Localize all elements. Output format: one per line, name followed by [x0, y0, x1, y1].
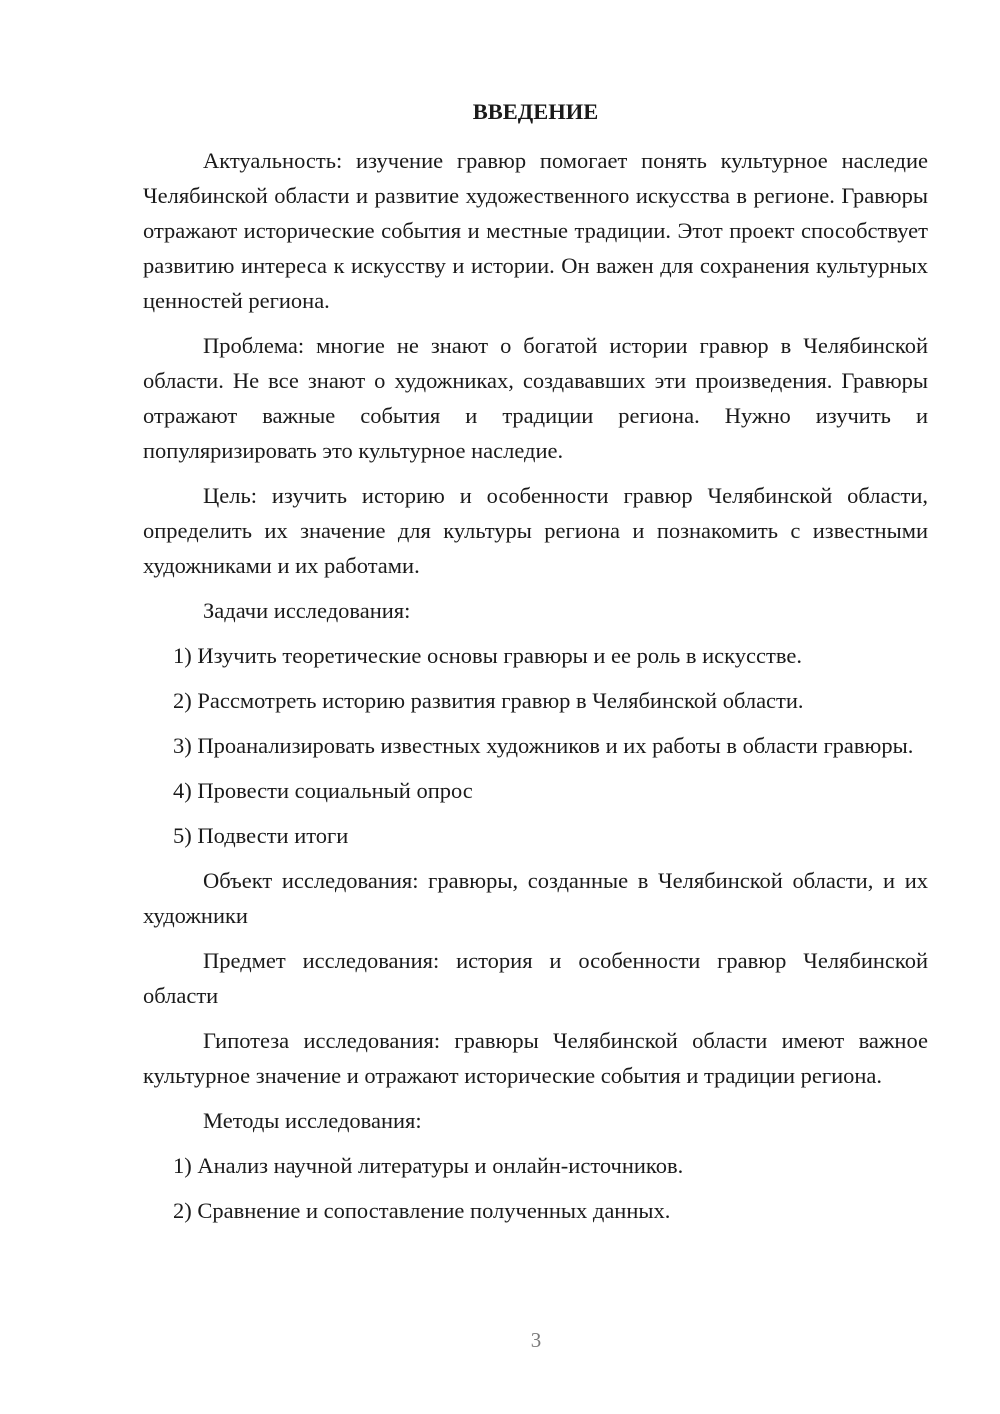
paragraph-subject: Предмет исследования: история и особенности гравюр Челябинской области [143, 948, 928, 1008]
page-title: ВВЕДЕНИЕ [472, 99, 599, 124]
list-item-task-4: 4) Провести социальный опрос [173, 778, 473, 803]
paragraph-relevance: Актуальность: изучение гравюр помогает понять культурное наследие Челябинской области и развитие художественного искусства в регионе. Гравюры отражают исторические события и местные традиции. Этот проект способствует развитию интереса к искусству и истории. Он важен для сохранения культурных ценностей региона. [143, 148, 928, 313]
list-item-task-2: 2) Рассмотреть историю развития гравюр в Челябинской области. [173, 688, 804, 713]
list-item-method-1: 1) Анализ научной литературы и онлайн-источников. [173, 1153, 684, 1178]
list-item-task-5: 5) Подвести итоги [173, 823, 349, 848]
paragraph-hypothesis: Гипотеза исследования: гравюры Челябинской области имеют важное культурное значение и отражают исторические события и традиции региона. [143, 1028, 928, 1088]
page-number: 3 [530, 1328, 542, 1352]
paragraph-problem: Проблема: многие не знают о богатой истории гравюр в Челябинской области. Не все знают о художниках, создававших эти произведения. Гравюры отражают важные события и традиции региона. Нужно изучить и популяризировать это культурное наследие. [143, 333, 928, 463]
paragraph-tasks-heading: Задачи исследования: [203, 598, 411, 623]
list-item-task-1: 1) Изучить теоретические основы гравюры и ее роль в искусстве. [173, 643, 802, 668]
list-item-task-3: 3) Проанализировать известных художников и их работы в области гравюры. [173, 733, 914, 758]
paragraph-goal: Цель: изучить историю и особенности гравюр Челябинской области, определить их значение для культуры региона и познакомить с известными художниками и их работами. [143, 483, 928, 578]
paragraph-object: Объект исследования: гравюры, созданные в Челябинской области, и их художники [143, 868, 928, 928]
paragraph-methods-heading: Методы исследования: [203, 1108, 422, 1133]
list-item-method-2: 2) Сравнение и сопоставление полученных данных. [173, 1198, 671, 1223]
page-content [143, 94, 928, 1238]
